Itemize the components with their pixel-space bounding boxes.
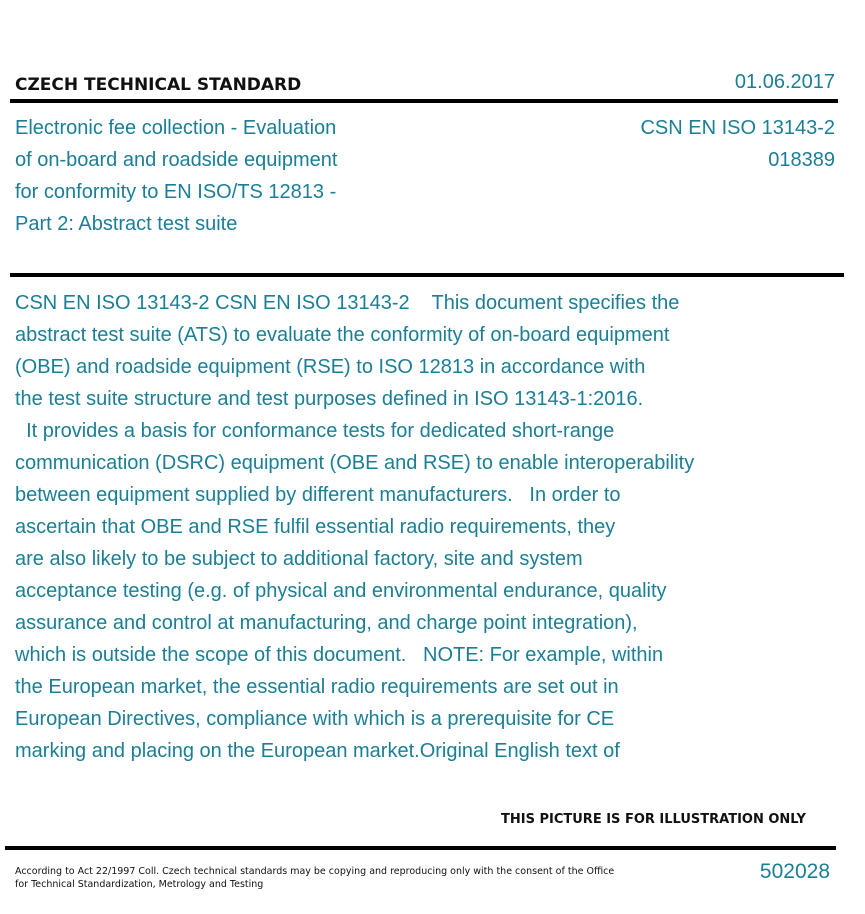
- middle-rule: [10, 273, 844, 277]
- body-line: assurance and control at manufacturing, and charge point integration),: [15, 612, 638, 634]
- header-label: CZECH TECHNICAL STANDARD: [15, 75, 302, 95]
- title-line: of on-board and roadside equipment: [15, 149, 338, 171]
- body-line: communication (DSRC) equipment (OBE and RSE) to enable interoperability: [15, 452, 695, 474]
- top-rule: [10, 99, 838, 103]
- legal-line: for Technical Standardization, Metrology and Testing: [15, 879, 264, 890]
- body-line: the European market, the essential radio requirements are set out in: [15, 676, 619, 698]
- document-title: [15, 112, 375, 240]
- body-line: marking and placing on the European market.Original English text of: [15, 740, 620, 762]
- standard-number: CSN EN ISO 13143-2: [640, 117, 835, 139]
- illustration-note: THIS PICTURE IS FOR ILLUSTRATION ONLY: [501, 812, 806, 827]
- header-date: 01.06.2017: [734, 71, 835, 93]
- title-line: Part 2: Abstract test suite: [15, 213, 238, 235]
- body-line: between equipment supplied by different manufacturers. In order to: [15, 484, 621, 506]
- body-line: (OBE) and roadside equipment (RSE) to ISO 12813 in accordance with: [15, 356, 646, 378]
- body-line: the test suite structure and test purposes defined in ISO 13143-1:2016.: [15, 388, 644, 410]
- standard-info: [640, 112, 835, 176]
- body-line: ascertain that OBE and RSE fulfil essential radio requirements, they: [15, 516, 616, 538]
- bottom-rule: [5, 846, 836, 850]
- title-line: for conformity to EN ISO/TS 12813 -: [15, 181, 337, 203]
- body-line: European Directives, compliance with which is a prerequisite for CE: [15, 708, 615, 730]
- title-line: Electronic fee collection - Evaluation: [15, 117, 337, 139]
- legal-notice: [15, 865, 614, 891]
- body-line: abstract test suite (ATS) to evaluate the conformity of on-board equipment: [15, 324, 670, 346]
- body-line: It provides a basis for conformance tests for dedicated short-range: [15, 420, 615, 442]
- body-line: are also likely to be subject to additional factory, site and system: [15, 548, 583, 570]
- body-line: which is outside the scope of this document. NOTE: For example, within: [15, 644, 664, 666]
- catalog-number: 018389: [768, 149, 835, 171]
- footer-code: 502028: [759, 860, 830, 883]
- legal-line: According to Act 22/1997 Coll. Czech technical standards may be copying and reproducing only with the consent of the Office: [15, 866, 615, 877]
- body-line: acceptance testing (e.g. of physical and environmental endurance, quality: [15, 580, 667, 602]
- body-line: CSN EN ISO 13143-2 CSN EN ISO 13143-2 This document specifies the: [15, 292, 680, 314]
- abstract-text: [15, 287, 760, 767]
